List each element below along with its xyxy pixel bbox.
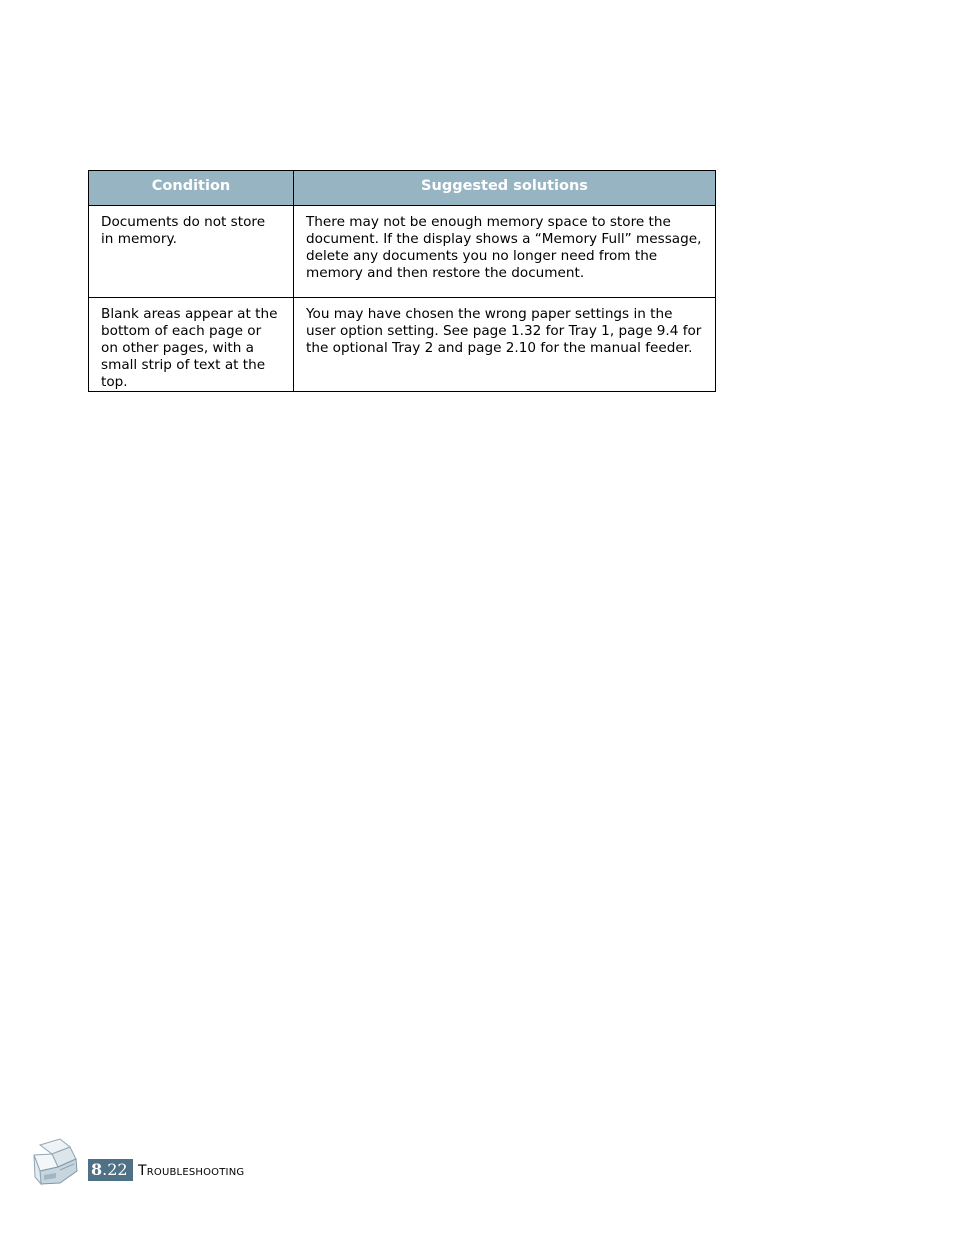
page-number: .22 <box>102 1160 128 1179</box>
chapter-number: 8 <box>91 1160 103 1179</box>
solutions-column-header: Suggested solutions <box>294 171 716 206</box>
condition-cell: Blank areas appear at the bottom of each page or on other pages, with a small strip of text at the top. <box>89 298 294 392</box>
page-footer <box>30 1137 330 1189</box>
solution-cell: You may have chosen the wrong paper settings in the user option setting. See page 1.32 for Tray 1, page 9.4 for the optional Tray 2 and page 2.10 for the manual feeder. <box>294 298 716 392</box>
condition-column-header: Condition <box>89 171 294 206</box>
troubleshooting-table <box>88 170 716 392</box>
page-number-badge <box>88 1159 133 1181</box>
condition-cell: Documents do not store in memory. <box>89 206 294 298</box>
table-header-row <box>89 171 716 206</box>
printer-icon <box>30 1137 80 1189</box>
table-row <box>89 298 716 392</box>
section-title: Troubleshooting <box>138 1163 245 1179</box>
table-row <box>89 206 716 298</box>
solution-cell: There may not be enough memory space to store the document. If the display shows a “Memory Full” message, delete any documents you no longer need from the memory and then restore the document. <box>294 206 716 298</box>
